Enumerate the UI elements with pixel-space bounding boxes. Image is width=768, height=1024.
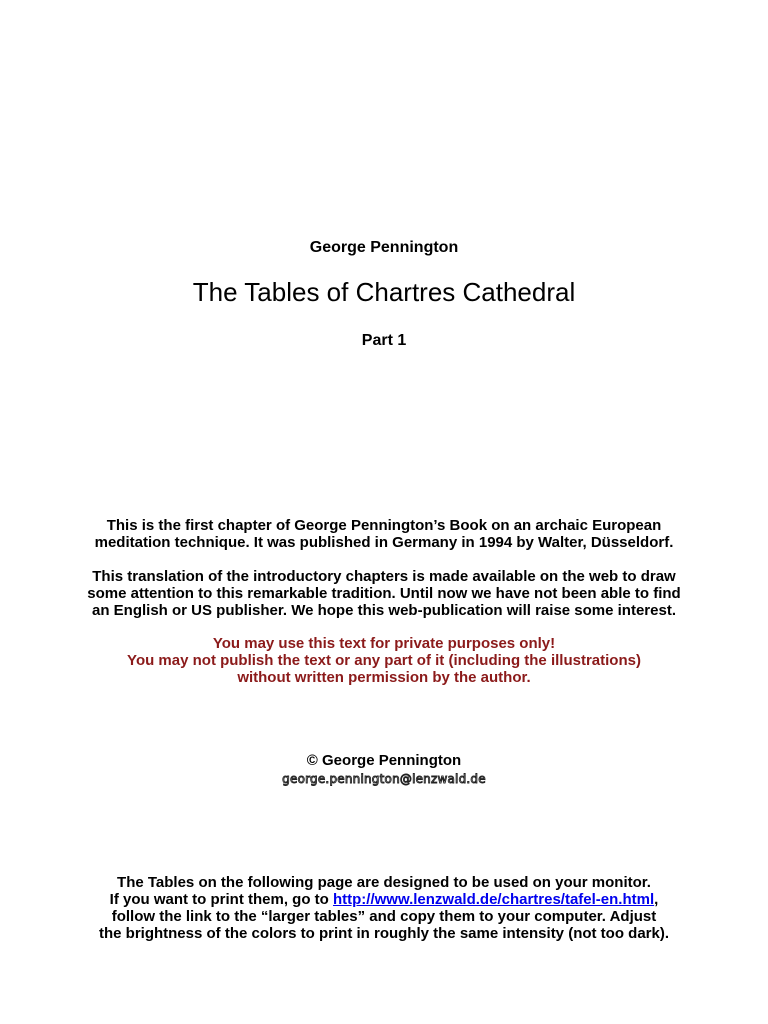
author-name: George Pennington xyxy=(309,239,459,256)
intro-paragraph-2-line: This translation of the introductory chapters is made available on the web to draw xyxy=(92,568,676,585)
usage-notice xyxy=(0,635,768,686)
print-instructions xyxy=(0,874,768,942)
document-title: The Tables of Chartres Cathedral xyxy=(192,277,576,307)
intro-paragraph-2 xyxy=(0,568,768,619)
print-instructions-line: follow the link to the “larger tables” and copy them to your computer. Adjust xyxy=(111,908,657,925)
intro-paragraph-2-line: an English or US publisher. We hope this web-publication will raise some interest. xyxy=(92,602,676,619)
usage-notice-line: You may use this text for private purposes only! xyxy=(212,635,556,652)
copyright-line: © George Pennington xyxy=(306,752,462,769)
intro-paragraph-2-line: some attention to this remarkable tradition. Until now we have not been able to find xyxy=(87,585,681,602)
author-email xyxy=(0,771,768,787)
intro-paragraph-1-line: meditation technique. It was published in Germany in 1994 by Walter, Düsseldorf. xyxy=(94,534,674,551)
print-instructions-line xyxy=(0,891,768,908)
part-label: Part 1 xyxy=(361,332,407,349)
print-instructions-line: the brightness of the colors to print in roughly the same intensity (not too dark). xyxy=(98,925,670,942)
print-instructions-suffix: , xyxy=(654,891,659,908)
usage-notice-line: You may not publish the text or any part of it (including the illustrations) xyxy=(127,652,641,669)
print-instructions-line: The Tables on the following page are designed to be used on your monitor. xyxy=(117,874,651,891)
print-instructions-prefix: If you want to print them, go to xyxy=(109,891,333,908)
tables-link[interactable]: http://www.lenzwald.de/chartres/tafel-en.html xyxy=(332,891,655,908)
intro-paragraph-1-line: This is the first chapter of George Pennington’s Book on an archaic European xyxy=(106,517,662,534)
intro-paragraph-1 xyxy=(0,517,768,551)
usage-notice-line: without written permission by the author. xyxy=(237,669,531,686)
author-email-text: george.pennington@lenzwald.de xyxy=(282,772,486,786)
